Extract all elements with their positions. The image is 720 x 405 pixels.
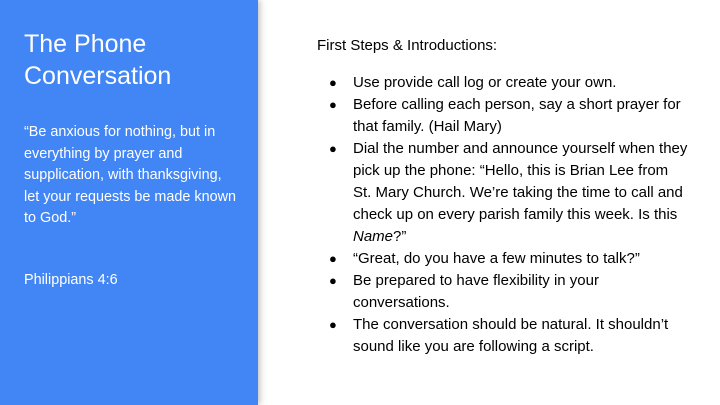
list-item [329,94,689,138]
list-item-text [353,140,687,245]
scripture-citation: Philippians 4:6 [24,272,118,288]
list-item-text: Be prepared to have flexibility in your conversations. [353,272,599,311]
content-heading: First Steps & Introductions: [317,37,498,54]
list-item-text-part: Dial the number and announce yourself when they pick up the phone: “Hello, this is Brian Lee from St. Mary Church. We’re taking the time to call and check up on every parish family this week. Is this [353,140,688,223]
list-item-text: “Great, do you have a few minutes to talk?” [353,250,640,267]
list-item-text: Use provide call log or create your own. [353,74,617,91]
list-item [329,248,689,270]
list-item-text: The conversation should be natural. It shouldn’t sound like you are following a script. [353,316,669,355]
scripture-quote: “Be anxious for nothing, but in everything by prayer and supplication, with thanksgiving, let your requests be made known to God.” [24,124,236,226]
slide-title-line-2: Conversation [24,62,172,90]
bullet-icon: ● [329,273,337,288]
list-item [329,270,689,314]
list-item-text: Before calling each person, say a short prayer for that family. (Hail Mary) [353,96,681,135]
bullet-icon: ● [329,75,337,90]
slide-title [24,28,244,92]
list-item [329,138,689,248]
list-item-text-part: ?” [393,228,407,245]
bullet-icon: ● [329,317,337,332]
bullet-icon: ● [329,251,337,266]
list-item [329,314,689,358]
bullet-icon: ● [329,141,337,156]
list-item [329,72,689,94]
name-placeholder-text: Name [353,228,394,245]
slide-title-line-1: The Phone [24,30,147,58]
left-panel [0,0,258,405]
bullet-list [329,72,689,358]
bullet-icon: ● [329,97,337,112]
